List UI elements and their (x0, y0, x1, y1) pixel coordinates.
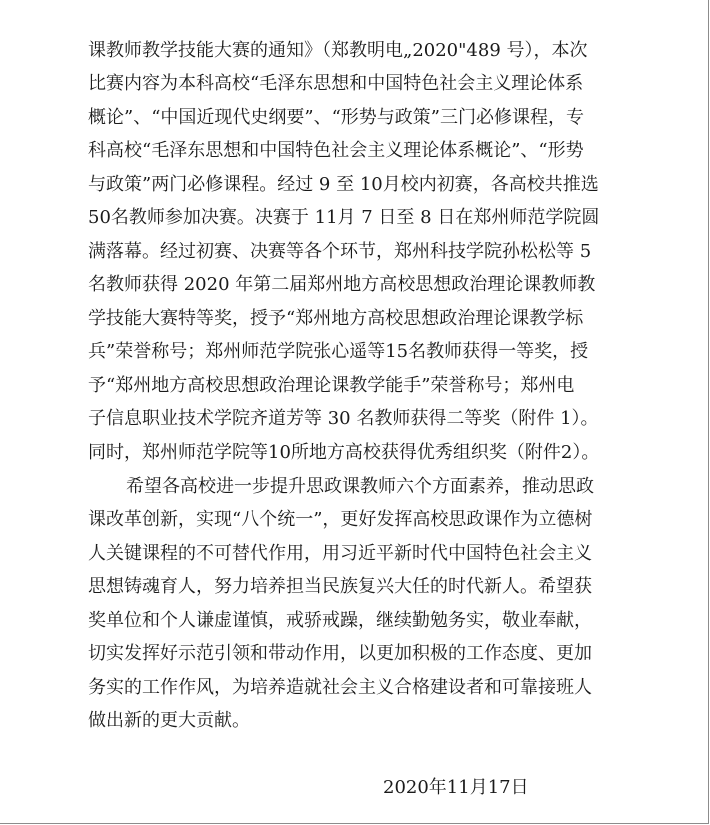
text-line: 比赛内容为本科高校“毛泽东思想和中国特色社会主义理论体系 (88, 73, 584, 94)
document-date: 2020年11月17日 (383, 777, 529, 798)
text-line: 子信息职业技术学院齐道芳等 30 名教师获得二等奖（附件 1）。 (88, 408, 599, 429)
text-line: 同时，郑州师范学院等10所地方高校获得优秀组织奖（附件2）。 (88, 442, 600, 463)
text-line: 课教师教学技能大赛的通知》（郑教明电„2020"489 号），本次 (88, 40, 588, 61)
text-line: 予“郑州地方高校思想政治理论课教学能手”荣誉称号；郑州电 (88, 375, 575, 396)
text-line: 科高校“毛泽东思想和中国特色社会主义理论体系概论”、“形势 (88, 140, 584, 161)
text-line: 做出新的更大贡献。 (88, 710, 250, 731)
text-line: 满落幕。经过初赛、决赛等各个环节，郑州科技学院孙松松等 5 (88, 241, 592, 262)
text-line: 概论”、“中国近现代史纲要”、“形势与政策”三门必修课程，专 (88, 107, 585, 128)
text-line: 务实的工作作风，为培养造就社会主义合格建设者和可靠接班人 (88, 677, 592, 698)
text-line: 奖单位和个人谦虚谨慎，戒骄戒躁，继续勤勉务实，敬业奉献， (88, 610, 592, 631)
text-line: 50名教师参加决赛。决赛于 11月 7 日至 8 日在郑州师范学院圆 (88, 207, 600, 228)
text-line: 兵”荣誉称号；郑州师范学院张心遥等15名教师获得一等奖，授 (88, 341, 589, 362)
text-line: 课改革创新，实现“八个统一”，更好发挥高校思政课作为立德树 (88, 509, 593, 530)
text-line: 切实发挥好示范引领和带动作用，以更加积极的工作态度、更加 (88, 643, 592, 664)
text-line: 思想铸魂育人，努力培养担当民族复兴大任的时代新人。希望获 (88, 576, 592, 597)
paragraph-start-line: 希望各高校进一步提升思政课教师六个方面素养，推动思政 (126, 476, 594, 497)
text-line: 学技能大赛特等奖，授予“郑州地方高校思想政治理论课教学标 (88, 308, 584, 329)
text-line: 名教师获得 2020 年第二届郑州地方高校思想政治理论课教师教 (88, 274, 596, 295)
text-line: 人关键课程的不可替代作用，用习近平新时代中国特色社会主义 (88, 543, 592, 564)
text-line: 与政策”两门必修课程。经过 9 至 10月校内初赛，各高校共推选 (88, 174, 599, 195)
